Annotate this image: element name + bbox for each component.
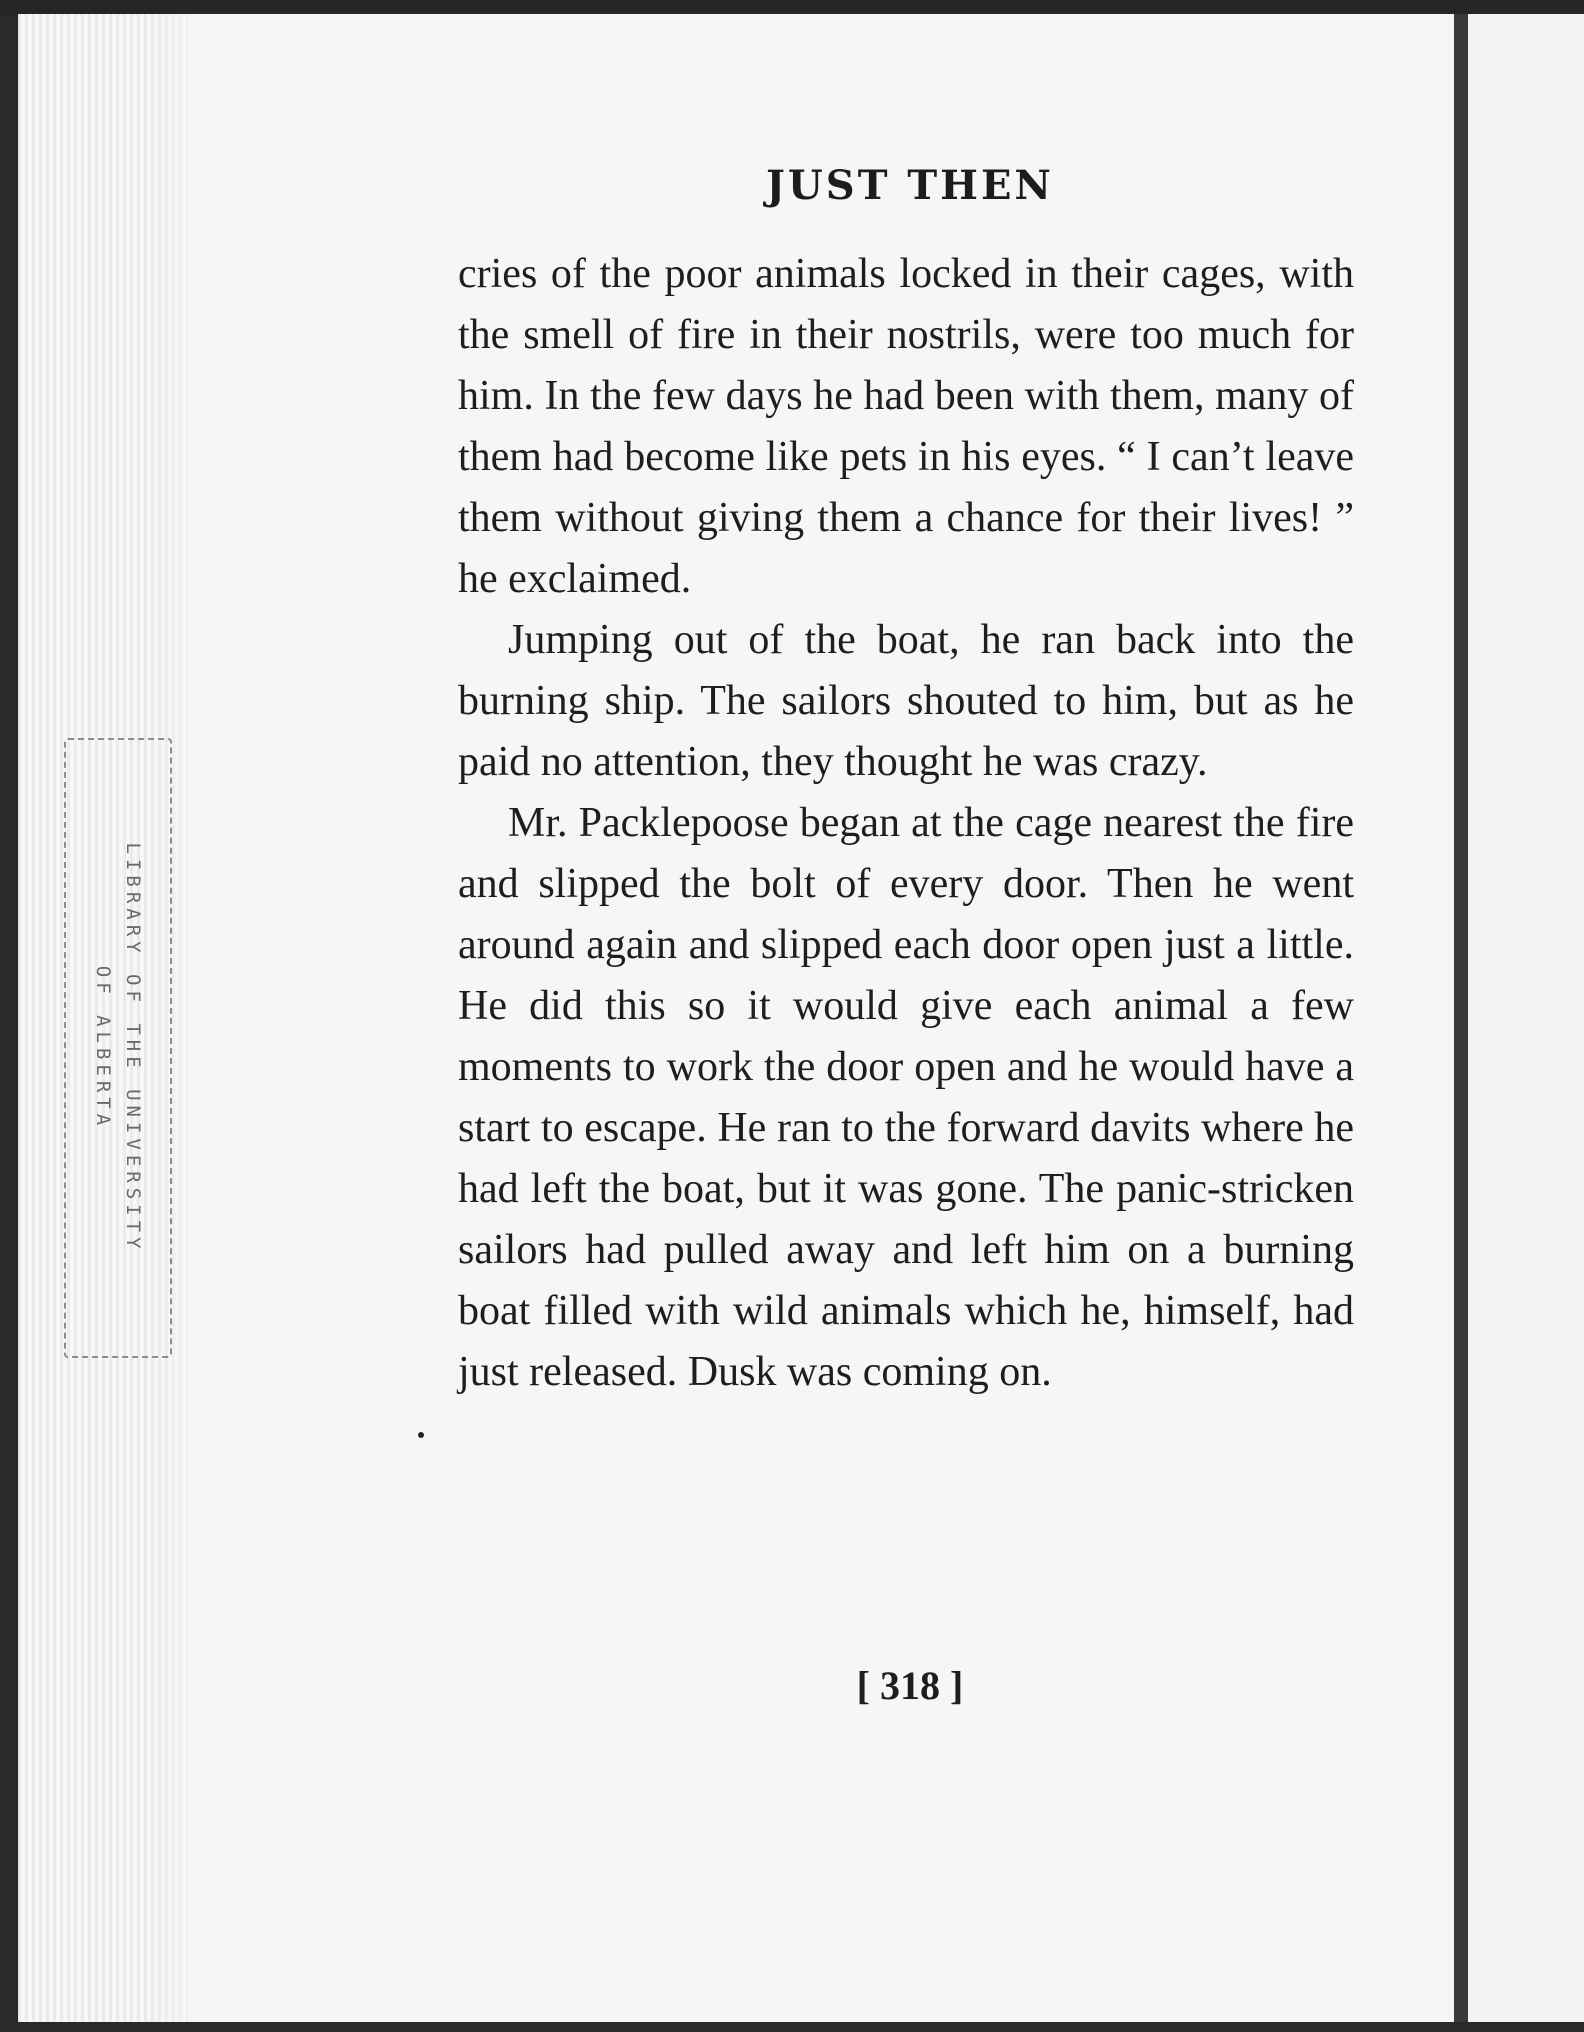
paragraph-3: Mr. Packlepoose began at the cage nearest the fire and slipped the bolt of every door. Then he went around again and slipped each door open just a little. He did this so it would give each animal a few moments to work the door open and he would have a start to escape. He ran to the forward davits where he had left the boat, but it was gone. The panic-stricken sailors had pulled away and left him on a burning boat filled with wild animals which he, himself, had just released. Dusk was coming on. bbox=[458, 800, 1354, 1395]
body-text bbox=[458, 244, 1354, 1403]
library-stamp-line-2: OF ALBERTA bbox=[92, 965, 114, 1131]
library-stamp-line-1: LIBRARY OF THE UNIVERSITY bbox=[122, 842, 144, 1254]
running-head: JUST THEN bbox=[766, 162, 1054, 209]
page-number: [ 318 ] bbox=[856, 1663, 964, 1708]
library-stamp-text bbox=[88, 748, 148, 1348]
facing-page-edge bbox=[1468, 14, 1584, 2022]
ink-speck bbox=[418, 1432, 424, 1438]
paragraph-1: cries of the poor animals locked in their cages, with the smell of fire in their nostrils, were too much for him. In the few days he had been with them, many of them had become like pets in his eyes. “ I can’t leave them without giving them a chance for their lives! ” he exclaimed. bbox=[458, 251, 1354, 602]
paragraph-2: Jumping out of the boat, he ran back into the burning ship. The sailors shouted to him, but as he paid no attention, they thought he was crazy. bbox=[458, 617, 1354, 785]
library-stamp bbox=[64, 738, 172, 1358]
gutter-shadow bbox=[1454, 14, 1468, 2022]
